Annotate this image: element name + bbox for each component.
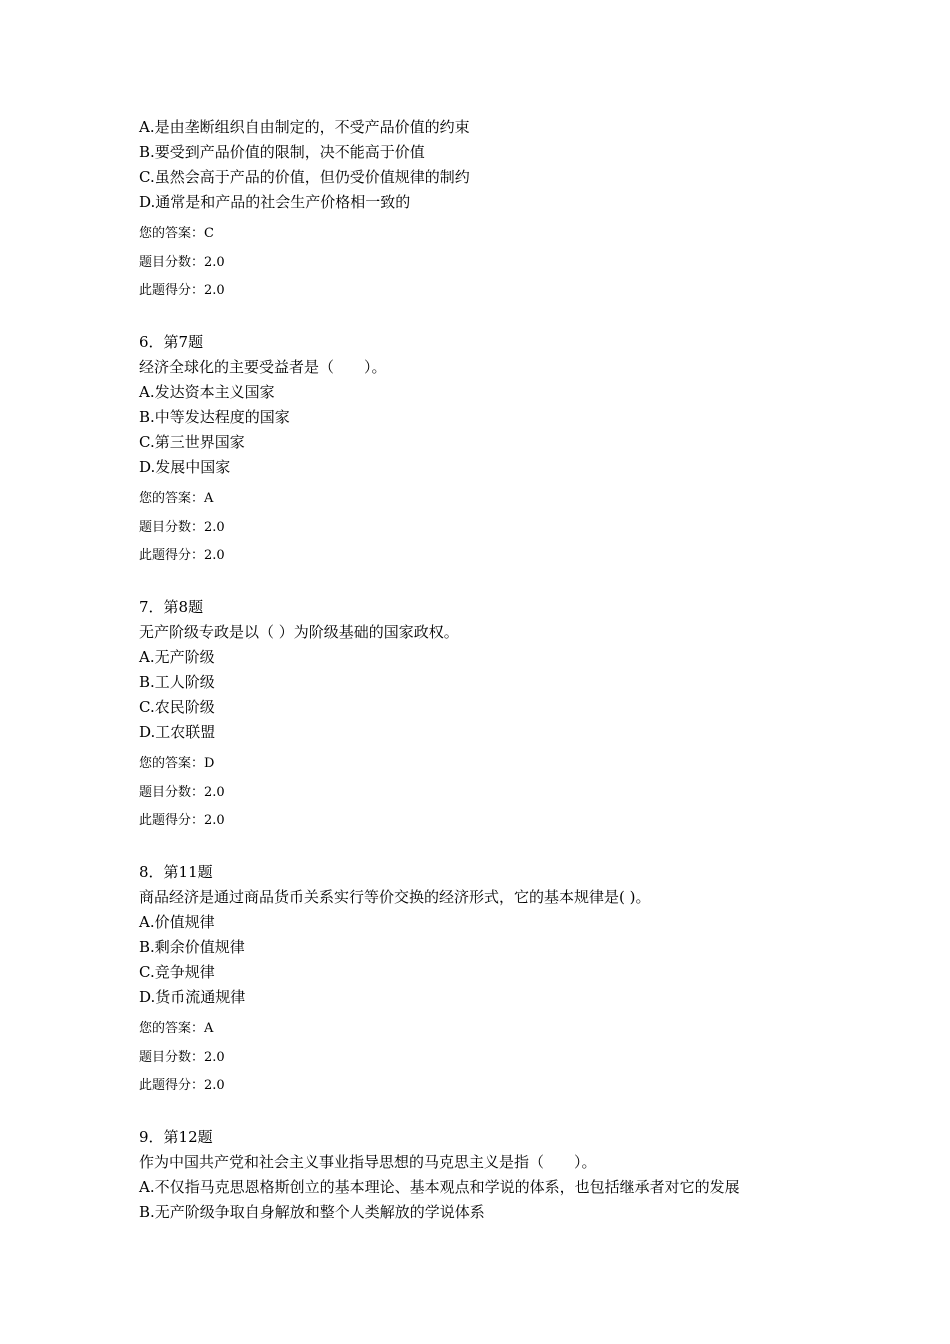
earned-score: 此题得分：2.0	[139, 283, 225, 298]
option-b: B.要受到产品价值的限制，决不能高于价值	[139, 143, 425, 161]
question-title: 第11题	[163, 863, 213, 881]
your-answer: 您的答案：C	[139, 226, 214, 241]
question-score: 题目分数：2.0	[139, 784, 225, 800]
exam-results-page	[139, 115, 839, 1225]
your-answer: 您的答案：D	[139, 756, 215, 771]
option-d: D.发展中国家	[139, 458, 231, 476]
question-stem: 商品经济是通过商品货币关系实行等价交换的经济形式，它的基本规律是( )。	[139, 888, 651, 906]
question-block-continued	[139, 115, 839, 300]
question-stem: 经济全球化的主要受益者是（ ）。	[139, 358, 387, 376]
question-block	[139, 1125, 839, 1225]
option-d: D.货币流通规律	[139, 988, 246, 1006]
earned-score: 此题得分：2.0	[139, 548, 225, 563]
question-number: 8．	[139, 863, 164, 881]
option-c: C.第三世界国家	[139, 433, 245, 451]
question-title: 第7题	[163, 333, 204, 351]
option-a: A.价值规律	[139, 913, 215, 931]
question-stem: 作为中国共产党和社会主义事业指导思想的马克思主义是指（ ）。	[139, 1153, 597, 1171]
question-number: 6．	[139, 333, 164, 351]
question-score: 题目分数：2.0	[139, 254, 225, 270]
option-c: C.竞争规律	[139, 963, 215, 981]
option-a: A.发达资本主义国家	[139, 383, 275, 401]
question-heading	[139, 1125, 839, 1150]
question-title: 第12题	[163, 1128, 213, 1146]
option-d: D.工农联盟	[139, 723, 216, 741]
option-b: B.剩余价值规律	[139, 938, 245, 956]
question-score: 题目分数：2.0	[139, 1049, 225, 1065]
option-c: C.虽然会高于产品的价值，但仍受价值规律的制约	[139, 168, 470, 186]
question-heading	[139, 860, 839, 885]
question-title: 第8题	[163, 598, 204, 616]
question-heading	[139, 595, 839, 620]
option-c: C.农民阶级	[139, 698, 215, 716]
question-block	[139, 860, 839, 1095]
question-score: 题目分数：2.0	[139, 519, 225, 535]
question-heading	[139, 330, 839, 355]
question-block	[139, 330, 839, 565]
earned-score: 此题得分：2.0	[139, 813, 225, 828]
your-answer: 您的答案：A	[139, 491, 214, 506]
earned-score: 此题得分：2.0	[139, 1078, 225, 1093]
option-b: B.无产阶级争取自身解放和整个人类解放的学说体系	[139, 1203, 485, 1221]
question-number: 7．	[139, 598, 164, 616]
question-number: 9．	[139, 1128, 164, 1146]
option-d: D.通常是和产品的社会生产价格相一致的	[139, 193, 411, 211]
option-a: A.不仅指马克思恩格斯创立的基本理论、基本观点和学说的体系，也包括继承者对它的发展	[139, 1178, 740, 1196]
option-a: A.无产阶级	[139, 648, 215, 666]
your-answer: 您的答案：A	[139, 1021, 214, 1036]
option-b: B.工人阶级	[139, 673, 215, 691]
question-stem: 无产阶级专政是以（ ）为阶级基础的国家政权。	[139, 623, 459, 641]
option-a: A.是由垄断组织自由制定的，不受产品价值的约束	[139, 118, 470, 136]
question-block	[139, 595, 839, 830]
option-b: B.中等发达程度的国家	[139, 408, 290, 426]
